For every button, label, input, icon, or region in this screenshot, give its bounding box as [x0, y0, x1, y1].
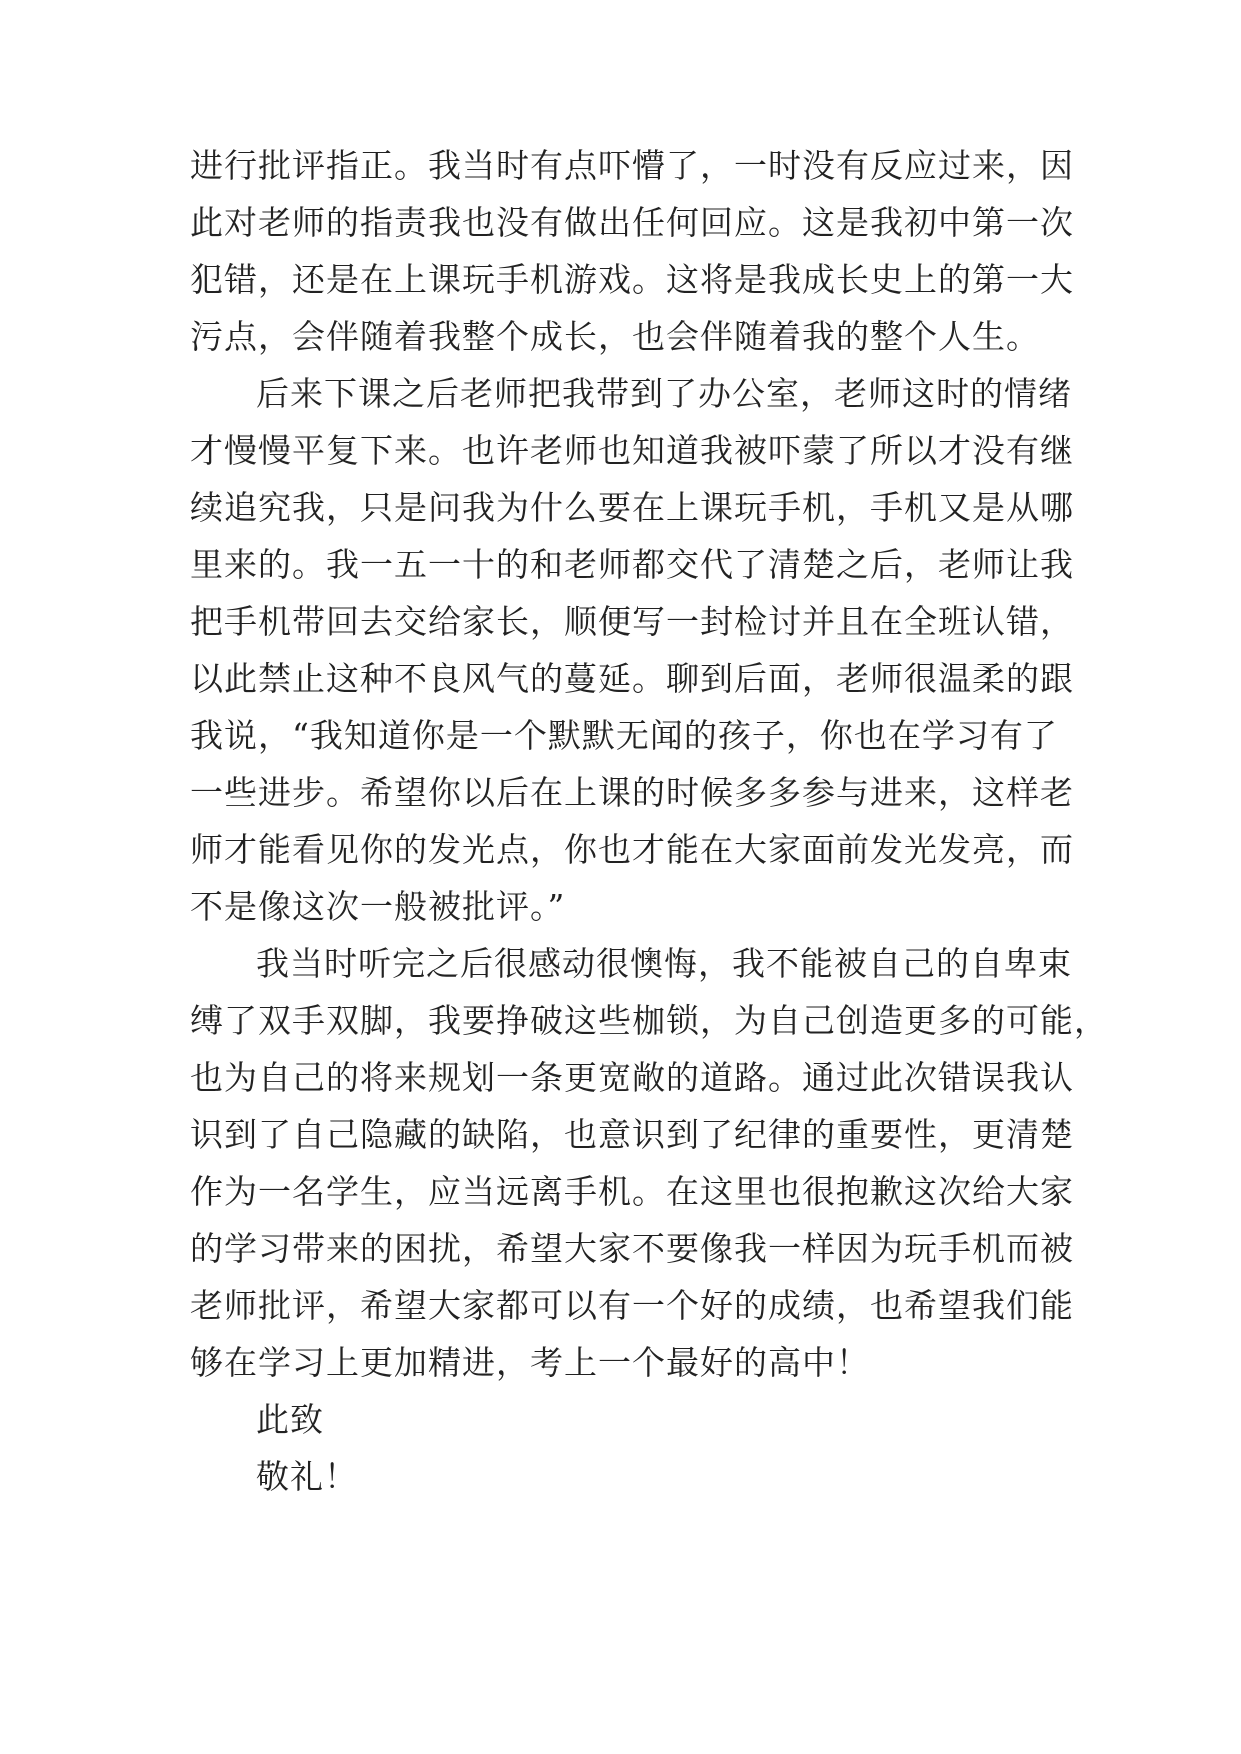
paragraph-2-line-2: 才慢慢平复下来。也许老师也知道我被吓蒙了所以才没有继 — [190, 431, 1074, 470]
paragraph-3-line-1: 我当时听完之后很感动很懊悔，我不能被自己的自卑束 — [256, 944, 1072, 983]
closing-salutation: 此致 — [256, 1400, 324, 1439]
paragraph-3-line-6: 的学习带来的困扰，希望大家不要像我一样因为玩手机而被 — [190, 1229, 1074, 1268]
paragraph-1-line-1: 进行批评指正。我当时有点吓懵了，一时没有反应过来，因 — [190, 146, 1074, 185]
paragraph-1-line-3: 犯错，还是在上课玩手机游戏。这将是我成长史上的第一大 — [190, 260, 1074, 299]
paragraph-3-line-8: 够在学习上更加精进，考上一个最好的高中！ — [190, 1343, 870, 1382]
paragraph-2-line-1: 后来下课之后老师把我带到了办公室，老师这时的情绪 — [256, 374, 1072, 413]
paragraph-3-line-5: 作为一名学生，应当远离手机。在这里也很抱歉这次给大家 — [190, 1172, 1074, 1211]
paragraph-3-line-3: 也为自己的将来规划一条更宽敞的道路。通过此次错误我认 — [190, 1058, 1074, 1097]
paragraph-2-line-5: 把手机带回去交给家长，顺便写一封检讨并且在全班认错， — [190, 602, 1074, 641]
paragraph-1-line-4: 污点，会伴随着我整个成长，也会伴随着我的整个人生。 — [190, 317, 1040, 356]
paragraph-3-line-2: 缚了双手双脚，我要挣破这些枷锁，为自己创造更多的可能， — [190, 1001, 1108, 1040]
paragraph-2-line-7: 我说，“我知道你是一个默默无闻的孩子，你也在学习有了 — [190, 716, 1058, 755]
paragraph-2-line-6: 以此禁止这种不良风气的蔓延。聊到后面，老师很温柔的跟 — [190, 659, 1074, 698]
paragraph-1-line-2: 此对老师的指责我也没有做出任何回应。这是我初中第一次 — [190, 203, 1074, 242]
paragraph-2-line-3: 续追究我，只是问我为什么要在上课玩手机，手机又是从哪 — [190, 488, 1074, 527]
paragraph-2-line-8: 一些进步。希望你以后在上课的时候多多参与进来，这样老 — [190, 773, 1074, 812]
closing-regards: 敬礼！ — [256, 1457, 358, 1496]
paragraph-3-line-4: 识到了自己隐藏的缺陷，也意识到了纪律的重要性，更清楚 — [190, 1115, 1074, 1154]
paragraph-3-line-7: 老师批评，希望大家都可以有一个好的成绩，也希望我们能 — [190, 1286, 1074, 1325]
paragraph-2-line-9: 师才能看见你的发光点，你也才能在大家面前发光发亮，而 — [190, 830, 1074, 869]
paragraph-2-line-4: 里来的。我一五一十的和老师都交代了清楚之后，老师让我 — [190, 545, 1074, 584]
paragraph-2-line-10: 不是像这次一般被批评。” — [190, 887, 566, 926]
